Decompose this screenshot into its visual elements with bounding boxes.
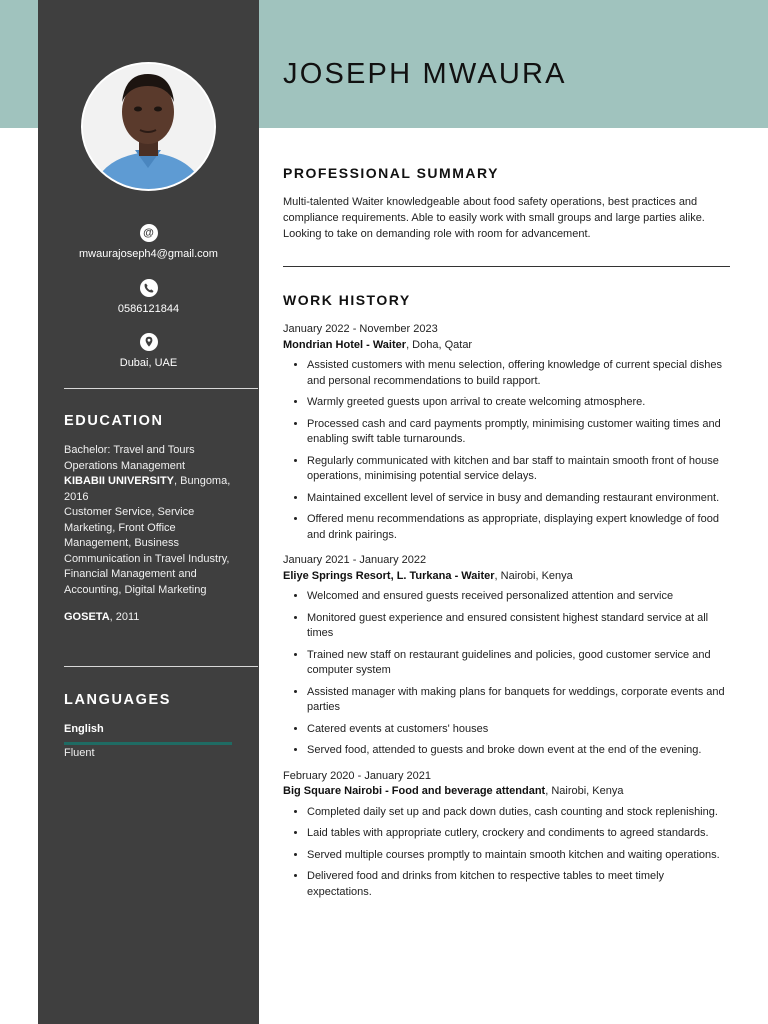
avatar (83, 64, 214, 189)
job-bullet: • Offered menu recommendations as appropriate, displaying expert knowledge of food and drink pairings. (307, 512, 730, 543)
job-bullet: • Assisted customers with menu selection, offering knowledge of current special dishes and personal recommendations to build rapport. (307, 358, 730, 389)
language-name: English (64, 723, 104, 735)
job-location: , Nairobi, Kenya (545, 785, 624, 797)
summary-heading: PROFESSIONAL SUMMARY (283, 165, 499, 181)
language-proficiency-bar (64, 742, 232, 745)
location-text: Dubai, UAE (119, 357, 178, 369)
job-bullet: • Served food, attended to guests and broke down event at the end of the evening. (307, 743, 730, 759)
job-location: , Doha, Qatar (406, 338, 473, 351)
language-level: Fluent (64, 747, 95, 759)
map-pin-icon (140, 333, 158, 351)
work-history-heading: WORK HISTORY (283, 292, 411, 308)
phone-text[interactable]: 0586121844 (117, 303, 180, 315)
phone-icon (140, 279, 158, 297)
language-proficiency-fill (64, 742, 232, 745)
education-details: , Bungoma, 2016 (64, 475, 231, 503)
education-list (64, 443, 244, 626)
job-location: , Nairobi, Kenya (494, 569, 573, 582)
education-heading: EDUCATION (64, 413, 164, 429)
job-bullet: • Trained new staff on restaurant guidelines and policies, good customer service and computer system (307, 648, 730, 679)
job-bullet: • Catered events at customers' houses (307, 722, 730, 738)
main-divider (283, 266, 730, 267)
job-bullet: • Warmly greeted guests upon arrival to create welcoming atmosphere. (307, 395, 730, 411)
job-entry (283, 553, 730, 759)
job-bullet: • Welcomed and ensured guests received personalized attention and service (307, 589, 730, 605)
candidate-name: JOSEPH MWAURA (283, 58, 567, 90)
email-text[interactable]: mwaurajoseph4@gmail.com (79, 248, 218, 260)
job-title-line (283, 338, 730, 354)
education-entry (64, 610, 244, 626)
job-title: - Food and beverage attendant (382, 785, 546, 797)
sidebar-divider (64, 388, 258, 389)
job-bullet: • Maintained excellent level of service in busy and demanding restaurant environment. (307, 491, 730, 507)
job-entry (283, 322, 730, 543)
sidebar (38, 0, 259, 1024)
job-bullets (283, 589, 730, 759)
job-bullets (283, 805, 730, 901)
job-bullet: • Assisted manager with making plans for banquets for weddings, corporate events and parties (307, 685, 730, 716)
job-title: - Waiter (363, 338, 407, 351)
job-dates: February 2020 - January 2021 (283, 769, 431, 782)
contact-location (38, 333, 259, 369)
education-details: , 2011 (109, 611, 140, 623)
job-dates: January 2022 - November 2023 (283, 323, 438, 335)
job-employer: Mondrian Hotel (283, 338, 364, 351)
job-bullet: • Processed cash and card payments promptly, minimising customer waiting times and enabling swift table turnarounds. (307, 417, 730, 448)
job-title-line (283, 784, 730, 800)
education-degree: Bachelor: Travel and Tours Operations Management (64, 444, 195, 472)
job-dates: January 2021 - January 2022 (283, 554, 427, 566)
summary-text: Multi-talented Waiter knowledgeable about food safety operations, best practices and compliance requirements. Able to easily work with small groups and large parties alike. Looking to take on demanding role with room for advancement. (283, 196, 705, 240)
education-entry (64, 443, 244, 598)
job-title: - Waiter (451, 569, 495, 582)
job-list (283, 322, 730, 910)
job-bullet: • Served multiple courses promptly to maintain smooth kitchen and waiting operations. (307, 848, 730, 864)
job-bullet: • Laid tables with appropriate cutlery, crockery and condiments to agreed standards. (307, 826, 730, 842)
job-employer: Eliye Springs Resort, L. Turkana (283, 569, 452, 582)
contact-phone[interactable] (38, 279, 259, 315)
contact-email[interactable] (38, 224, 259, 260)
job-bullet: • Regularly communicated with kitchen and bar staff to maintain smooth front of house operations, minimising potential service delays. (307, 454, 730, 485)
job-bullet: • Delivered food and drinks from kitchen to respective tables to meet timely expectations. (307, 869, 730, 900)
job-title-line (283, 569, 730, 585)
job-bullet: • Monitored guest experience and ensured consistent highest standard service at all times (307, 611, 730, 642)
education-school: KIBABII UNIVERSITY (64, 475, 175, 487)
sidebar-divider (64, 666, 258, 667)
profile-photo (81, 62, 216, 191)
education-coursework: Customer Service, Service Marketing, Front Office Management, Business Communication in Travel Industry, Financial Management and Accounting, Digital Marketing (64, 506, 230, 596)
job-employer: Big Square Nairobi (283, 785, 383, 797)
job-bullets (283, 358, 730, 543)
languages-heading: LANGUAGES (64, 692, 172, 708)
job-entry (283, 769, 730, 901)
job-bullet: • Completed daily set up and pack down duties, cash counting and stock replenishing. (307, 805, 730, 821)
at-icon: @ (140, 224, 158, 242)
education-school: GOSETA (64, 611, 110, 623)
